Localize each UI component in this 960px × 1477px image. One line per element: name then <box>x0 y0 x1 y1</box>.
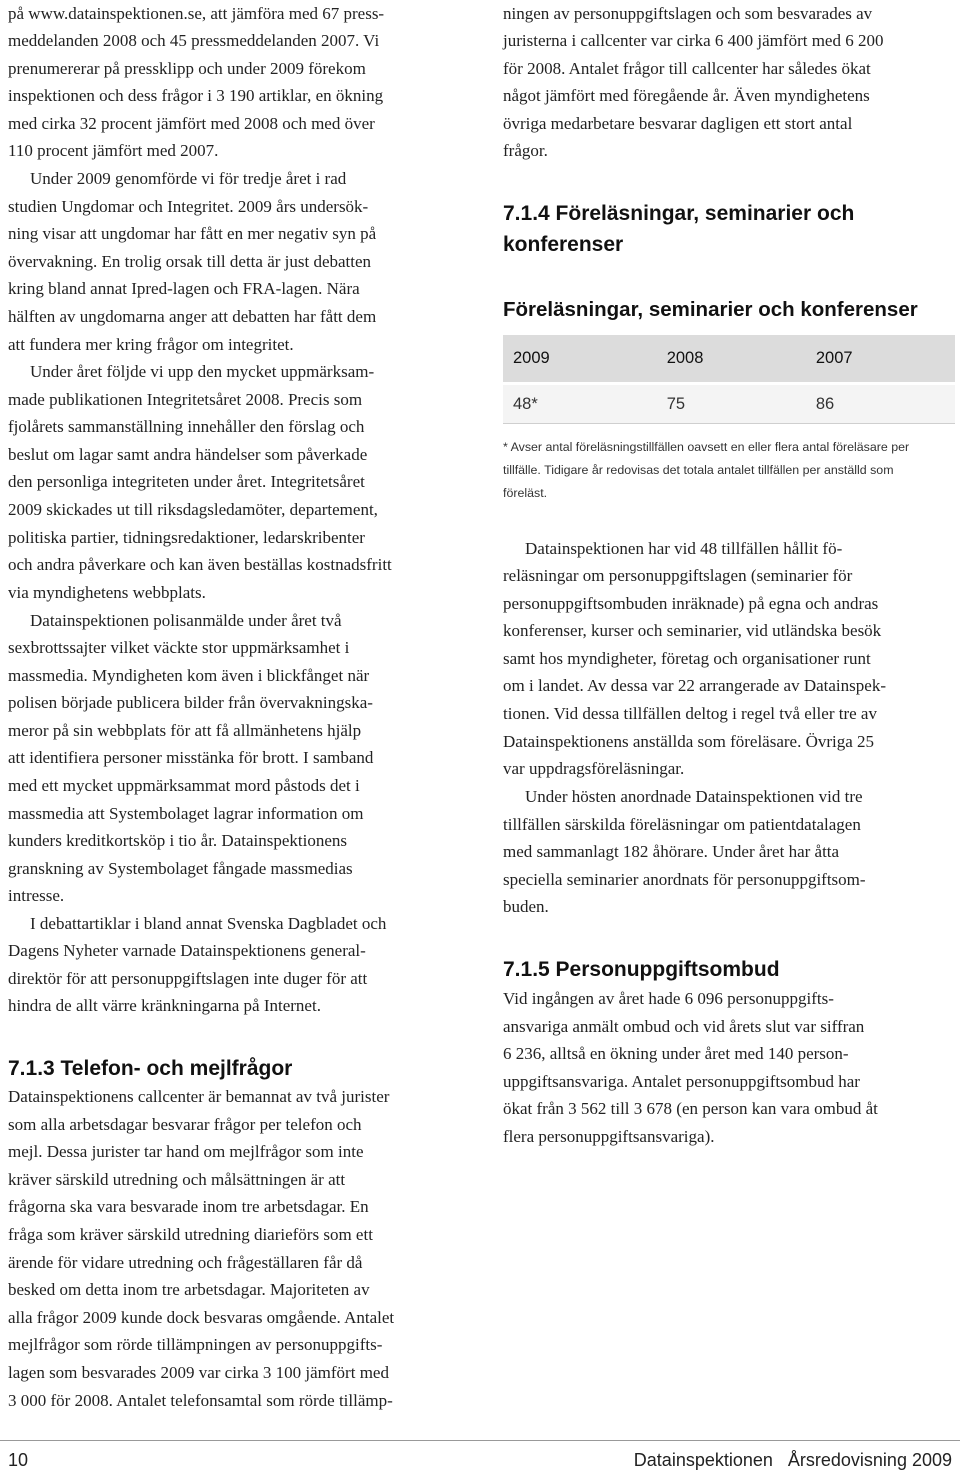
text-line: som alla arbetsdagar besvarar frågor per telefon och <box>8 1114 362 1134</box>
paragraph-ungdomar-och-integritet <box>8 165 376 358</box>
text-line: inspektionen och dess frågor i 3 190 artiklar, en ökning <box>8 86 384 106</box>
text-line: 3 000 för 2008. Antalet telefonsamtal som rörde tillämp- <box>8 1390 393 1410</box>
paragraph-personuppgiftsombud <box>503 985 878 1151</box>
text-line: studien Ungdomar och Integritet. 2009 års undersök- <box>8 196 369 216</box>
text-line: kring bland annat Ipred-lagen och FRA-lagen. Nära <box>8 279 360 299</box>
text-line: direktör för att personuppgiftslagen inte duger för att <box>8 968 368 988</box>
heading-line: 7.1.4 Föreläsningar, seminarier och <box>503 202 855 225</box>
paragraph-polisanmalde <box>8 607 373 911</box>
section-heading-personuppgiftsombud: 7.1.5 Personuppgiftsombud <box>503 958 780 981</box>
text-line: meddelanden 2008 och 45 pressmeddelanden 2007. Vi <box>8 31 380 51</box>
text-line: med cirka 32 procent jämfört med 2008 och med över <box>8 113 375 133</box>
text-line: med sammanlagt 182 åhörare. Under året har åtta <box>503 842 840 862</box>
column-header: 2007 <box>806 335 955 384</box>
text-line: politiska partier, tidningsredaktioner, ledarskribenter <box>8 527 365 547</box>
table-cell: 75 <box>657 384 806 424</box>
text-line: massmedia att Systembolaget lagrar information om <box>8 803 364 823</box>
text-line: Datainspektionen har vid 48 tillfällen hållit fö- <box>525 538 843 558</box>
text-line: var uppdragsföreläsningar. <box>503 759 685 779</box>
text-line: ning visar att ungdomar har fått en mer negativ syn på <box>8 224 377 244</box>
footnote-line: föreläst. <box>503 486 548 500</box>
footnote-line: * Avser antal föreläsningstillfällen oavsett en eller flera antal föreläsare per <box>503 440 910 454</box>
page-number: 10 <box>8 1450 29 1470</box>
text-line: Under året följde vi upp den mycket uppmärksam- <box>30 362 375 381</box>
text-line: made publikationen Integritetsåret 2008. Precis som <box>8 389 363 409</box>
text-line: buden. <box>503 897 549 917</box>
text-line: fråga som kräver särskild utredning diarieförs som ett <box>8 1224 373 1244</box>
text-line: tionen. Vid dessa tillfällen deltog i regel två eller tre av <box>503 704 877 724</box>
section-heading-telefon-mejlfragor: 7.1.3 Telefon- och mejlfrågor <box>8 1057 293 1080</box>
column-header: 2008 <box>657 335 806 384</box>
column-header: 2009 <box>503 335 657 384</box>
text-line: om i landet. Av dessa var 22 arrangerade av Datainspek- <box>503 676 886 696</box>
text-line: Dagens Nyheter varnade Datainspektionens general- <box>8 941 366 961</box>
text-line: alla frågor 2009 kunde dock besvaras omgående. Antalet <box>8 1307 395 1327</box>
text-line: Datainspektionens anställda som föreläsare. Övriga 25 <box>503 731 875 751</box>
text-line: lagen som besvarades 2009 var cirka 3 100 jämfört med <box>8 1362 389 1382</box>
text-line: fjolårets sammanställning innehåller den förslag och <box>8 417 365 437</box>
text-line: juristerna i callcenter var cirka 6 400 jämfört med 6 200 <box>503 31 884 51</box>
text-line: besked om detta inom tre arbetsdagar. Majoriteten av <box>8 1280 370 1300</box>
text-line: beslut om lagar samt andra händelser som påverkade <box>8 444 368 464</box>
text-line: Under hösten anordnade Datainspektionen vid tre <box>525 787 863 806</box>
paragraph-integritetsaret <box>8 358 392 606</box>
table-header-row <box>503 335 955 384</box>
heading-line: konferenser <box>503 233 624 256</box>
text-line: hindra de allt värre kränkningarna på Internet. <box>8 996 321 1016</box>
text-line: ningen av personuppgiftslagen och som besvarades av <box>503 3 873 23</box>
forelasningar-table <box>503 335 955 424</box>
text-line: något jämfört med föregående år. Även myndighetens <box>503 86 870 106</box>
text-line: polisen började publicera bilder från övervakningska- <box>8 693 373 713</box>
text-line: massmedia. Myndigheten kom även i blickfånget när <box>8 665 370 685</box>
section-heading-forelasningar <box>503 198 854 260</box>
text-line: reläsningar om personuppgiftslagen (seminarier för <box>503 566 853 586</box>
text-line: granskning av Systembolaget fångade massmedias <box>8 858 353 878</box>
text-line: att identifiera personer misstänka för brott. I samband <box>8 748 374 768</box>
text-line: meror på sin webbplats för att få allmänhetens hjälp <box>8 720 362 740</box>
paragraph-debattartiklar <box>8 910 386 1020</box>
text-line: att fundera mer kring frågor om integritet. <box>8 334 294 354</box>
paragraph-callcenter <box>503 0 883 165</box>
text-line: Under 2009 genomförde vi för tredje året i rad <box>30 169 347 188</box>
text-line: sexbrottssajter vilket väckte stor uppmärksamhet i <box>8 638 350 658</box>
paragraph-pressmeddelanden <box>8 0 384 165</box>
text-line: ärende för vidare utredning och frågeställaren får då <box>8 1252 363 1272</box>
text-line: Vid ingången av året hade 6 096 personuppgifts- <box>503 989 834 1008</box>
text-line: den personliga integriteten under året. Integritetsåret <box>8 472 365 492</box>
text-line: tillfällen särskilda föreläsningar om patientdatalagen <box>503 814 861 834</box>
text-line: via myndighetens webbplats. <box>8 582 206 602</box>
text-line: samt hos myndigheter, företag och organisationer runt <box>503 648 871 668</box>
text-line: med ett mycket uppmärksammat mord påstods det i <box>8 776 360 796</box>
table-footnote <box>503 436 909 505</box>
text-line: för 2008. Antalet frågor till callcenter har således ökat <box>503 58 871 78</box>
text-line: kunders kreditkortsköp i tio år. Datainspektionens <box>8 831 347 851</box>
text-line: Datainspektionens callcenter är bemannat av två jurister <box>8 1087 390 1106</box>
text-line: I debattartiklar i bland annat Svenska Dagbladet och <box>30 913 387 933</box>
text-line: personuppgiftsombuden inräknade) på egna och andras <box>503 593 879 613</box>
paragraph-telefon-mejlfragor <box>8 1083 394 1414</box>
text-line: Datainspektionen polisanmälde under året två <box>30 610 342 630</box>
text-line: frågor. <box>503 141 548 161</box>
table-cell: 48* <box>503 384 657 424</box>
text-line: speciella seminarier anordnats för personuppgiftsom- <box>503 869 866 889</box>
text-line: övriga medarbetare besvarar dagligen ett stort antal <box>503 113 853 133</box>
text-line: flera personuppgiftsansvariga). <box>503 1126 715 1146</box>
table-cell: 86 <box>806 384 955 424</box>
footer-divider <box>0 1440 960 1441</box>
text-line: på www.datainspektionen.se, att jämföra med 67 press- <box>8 3 385 23</box>
text-line: 110 procent jämfört med 2007. <box>8 141 219 161</box>
text-line: och andra påverkare och kan även beställas kostnadsfritt <box>8 555 392 575</box>
text-line: ökat från 3 562 till 3 678 (en person kan vara ombud åt <box>503 1099 878 1119</box>
text-line: hälften av ungdomarna anger att debatten har fått dem <box>8 306 377 326</box>
paragraph-patientdatalagen <box>503 783 866 921</box>
paragraph-tillfallen <box>503 535 886 783</box>
table-title: Föreläsningar, seminarier och konferenser <box>503 298 918 321</box>
text-line: mejlfrågor som rörde tillämpningen av personuppgifts- <box>8 1335 383 1355</box>
text-line: övervakning. En trolig orsak till detta är just debatten <box>8 251 372 271</box>
text-line: kräver särskild utredning och målsättningen är att <box>8 1169 346 1189</box>
text-line: 2009 skickades ut till riksdagsledamöter, departement, <box>8 499 378 519</box>
text-line: 6 236, alltså en ökning under året med 140 person- <box>503 1044 849 1064</box>
table-row <box>503 384 955 424</box>
text-line: frågorna ska vara besvarade inom tre arbetsdagar. En <box>8 1197 369 1217</box>
text-line: konferenser, kurser och seminarier, vid utländska besök <box>503 621 882 641</box>
footnote-line: tillfälle. Tidigare år redovisas det totala antalet tillfällen per anställd som <box>503 463 894 477</box>
text-line: prenumererar på pressklipp och under 2009 förekom <box>8 58 366 78</box>
text-line: uppgiftsansvariga. Antalet personuppgiftsombud har <box>503 1071 860 1091</box>
text-line: intresse. <box>8 886 65 906</box>
text-line: ansvariga anmält ombud och vid årets slut var siffran <box>503 1016 865 1036</box>
running-title: Datainspektionen Årsredovisning 2009 <box>633 1450 952 1470</box>
text-line: mejl. Dessa jurister tar hand om mejlfrågor som inte <box>8 1142 364 1162</box>
